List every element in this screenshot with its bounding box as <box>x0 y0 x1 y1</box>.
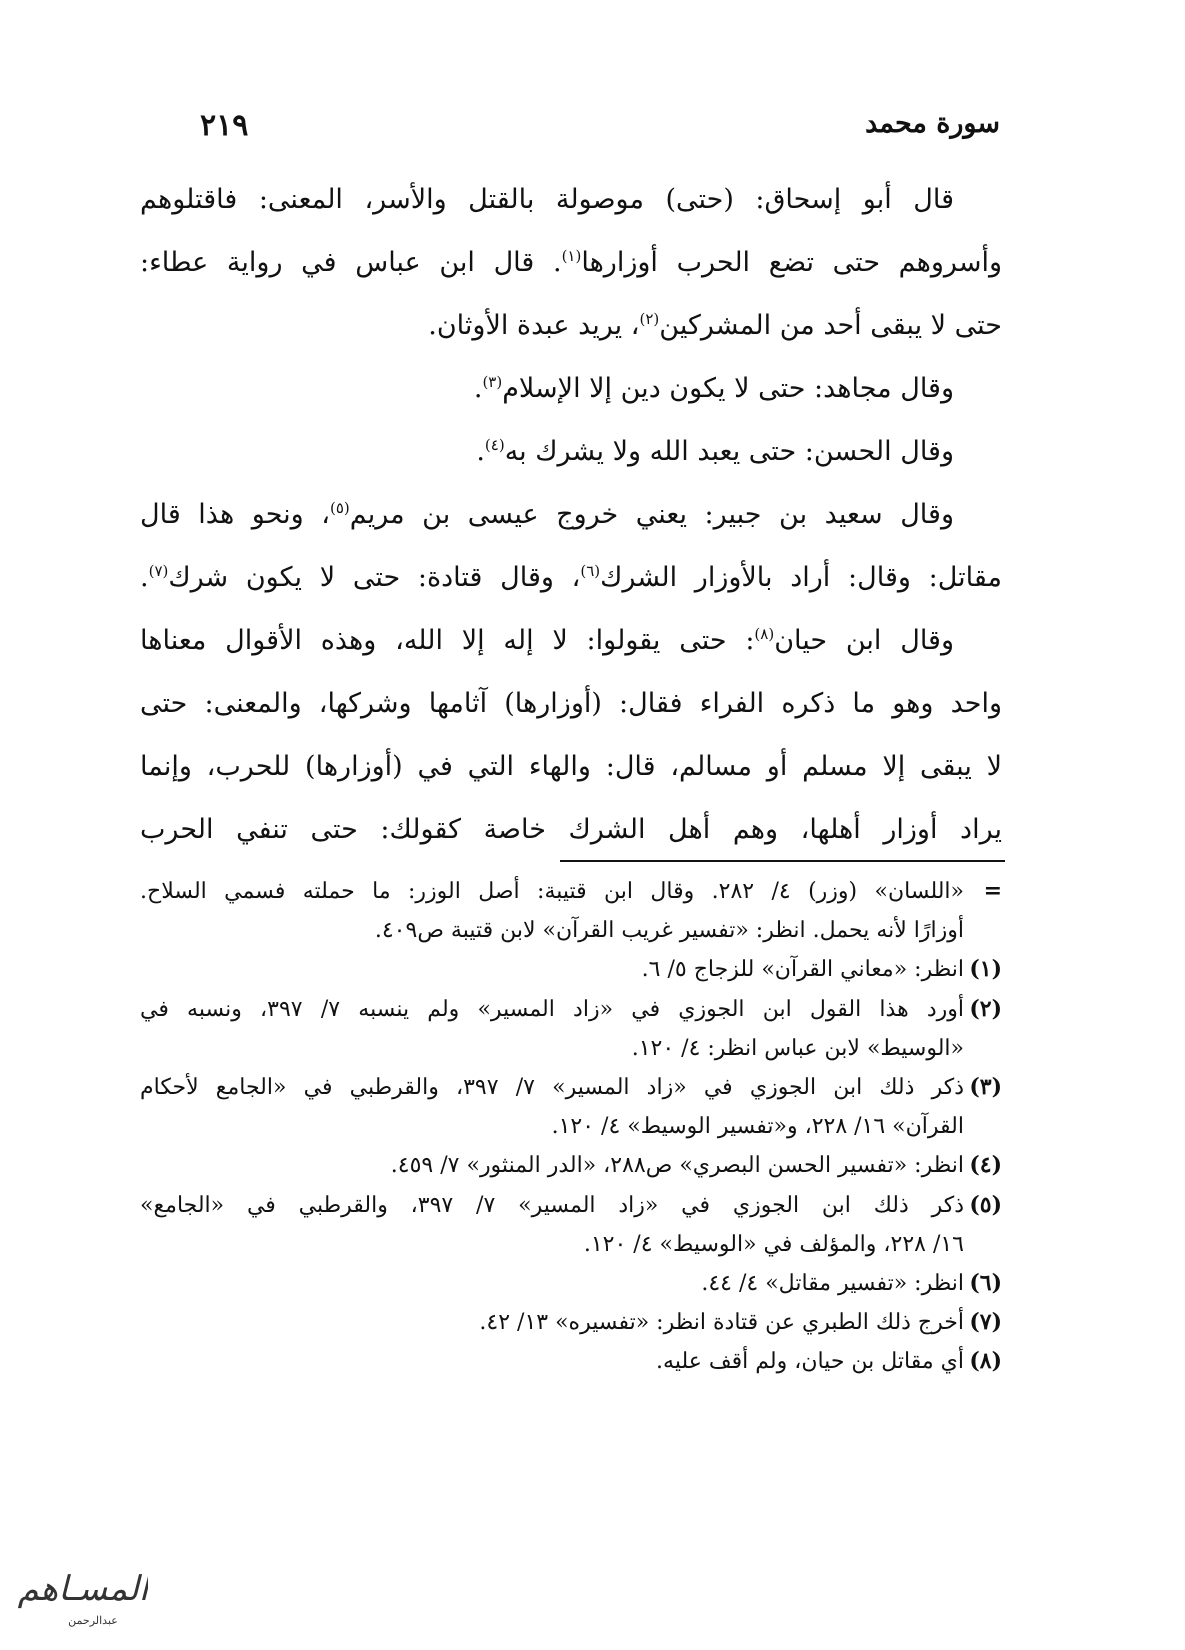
footnote-carryover-line: أوزارًا لأنه يحمل. انظر: «تفسير غريب القرآن» لابن قتيبة ص٤٠٩. <box>374 918 964 944</box>
footnote-ref[interactable]: (٥) <box>329 499 350 517</box>
text-line: يراد أوزار أهلها، وهم أهل الشرك خاصة كقولك: حتى تنفي الحرب <box>140 814 1002 845</box>
text-line: وقال الحسن: حتى يعبد الله ولا يشرك به$^{(٤)}$. <box>476 436 954 467</box>
footnote-3-line: القرآن» ١٦/ ٢٢٨، و«تفسير الوسيط» ٤/ ١٢٠. <box>551 1114 964 1140</box>
footnote-ref[interactable]: (٤) <box>484 436 505 454</box>
text-line: واحد وهو ما ذكره الفراء فقال: (أوزارها) آثامها وشركها، والمعنى: حتى <box>140 688 1002 719</box>
page-number: ٢١٩ <box>200 108 249 143</box>
footnote-ref[interactable]: (٦) <box>580 562 601 580</box>
footnote-2-line: «الوسيط» لابن عباس انظر: ٤/ ١٢٠. <box>631 1035 964 1061</box>
footnote-separator <box>560 860 1005 862</box>
footnote-7: (٧)أخرج ذلك الطبري عن قتادة انظر: «تفسيره» ١٣/ ٤٢. <box>479 1309 1002 1336</box>
page-header <box>200 108 1000 148</box>
footnote-ref[interactable]: (٧) <box>148 562 169 580</box>
text-line: حتى لا يبقى أحد من المشركين$^{(٢)}$، يريد عبدة الأوثان. <box>428 310 1002 341</box>
footnote-ref[interactable]: (٢) <box>639 310 660 328</box>
footnote-5-line: ١٦/ ٢٢٨، والمؤلف في «الوسيط» ٤/ ١٢٠. <box>583 1231 964 1257</box>
footnote-1: (١)انظر: «معاني القرآن» للزجاج ٥/ ٦. <box>641 956 1002 983</box>
text-line: لا يبقى إلا مسلم أو مسالم، قال: والهاء التي في (أوزارها) للحرب، وإنما <box>140 751 1002 782</box>
footnote-8: (٨)أي مقاتل بن حيان، ولم أقف عليه. <box>656 1348 1002 1375</box>
text-line: وأسروهم حتى تضع الحرب أوزارها$^{(١)}$. قال ابن عباس في رواية عطاء: <box>140 247 1002 278</box>
footnote-ref[interactable]: (٣) <box>482 373 503 391</box>
footnote-6: (٦)انظر: «تفسير مقاتل» ٤/ ٤٤. <box>701 1269 1002 1296</box>
footnote-2: (٢)أورد هذا القول ابن الجوزي في «زاد المسير» ولم ينسبه ٧/ ٣٩٧، ونسبه في <box>140 995 1002 1022</box>
text-line: وقال مجاهد: حتى لا يكون دين إلا الإسلام$^{(٣)}$. <box>473 373 954 404</box>
running-title: سورة محمد <box>865 108 1000 139</box>
footnote-carryover: =«اللسان» (وزر) ٤/ ٢٨٢. وقال ابن قتيبة: أصل الوزر: ما حملته فسمي السلاح. <box>140 872 1002 911</box>
footnotes <box>140 872 1002 1381</box>
carryover-marker: = <box>983 878 1002 904</box>
footnote-5: (٥)ذكر ذلك ابن الجوزي في «زاد المسير» ٧/ ٣٩٧، والقرطبي في «الجامع» <box>140 1191 1002 1218</box>
footnote-3: (٣)ذكر ذلك ابن الجوزي في «زاد المسير» ٧/ ٣٩٧، والقرطبي في «الجامع لأحكام <box>140 1073 1002 1100</box>
text-line: وقال ابن حيان$^{(٨)}$: حتى يقولوا: لا إله إلا الله، وهذه الأقوال معناها <box>140 625 954 656</box>
footnote-ref[interactable]: (٨) <box>754 625 775 643</box>
stamp-text: المسـاهم <box>18 1569 148 1609</box>
library-stamp-logo <box>18 1548 148 1638</box>
text-line: مقاتل: وقال: أراد بالأوزار الشرك$^{(٦)}$، وقال قتادة: حتى لا يكون شرك$^{(٧)}$. <box>140 562 1002 593</box>
text-line: وقال سعيد بن جبير: يعني خروج عيسى بن مريم$^{(٥)}$، ونحو هذا قال <box>140 499 954 530</box>
footnote-ref[interactable]: (١) <box>561 247 582 265</box>
stamp-subtext: عبدالرحمن <box>68 1614 118 1627</box>
text-line: قال أبو إسحاق: (حتى) موصولة بالقتل والأسر، المعنى: فاقتلوهم <box>140 184 954 215</box>
footnote-4: (٤)انظر: «تفسير الحسن البصري» ص٢٨٨، «الدر المنثور» ٧/ ٤٥٩. <box>390 1152 1002 1179</box>
main-text <box>140 168 1002 861</box>
